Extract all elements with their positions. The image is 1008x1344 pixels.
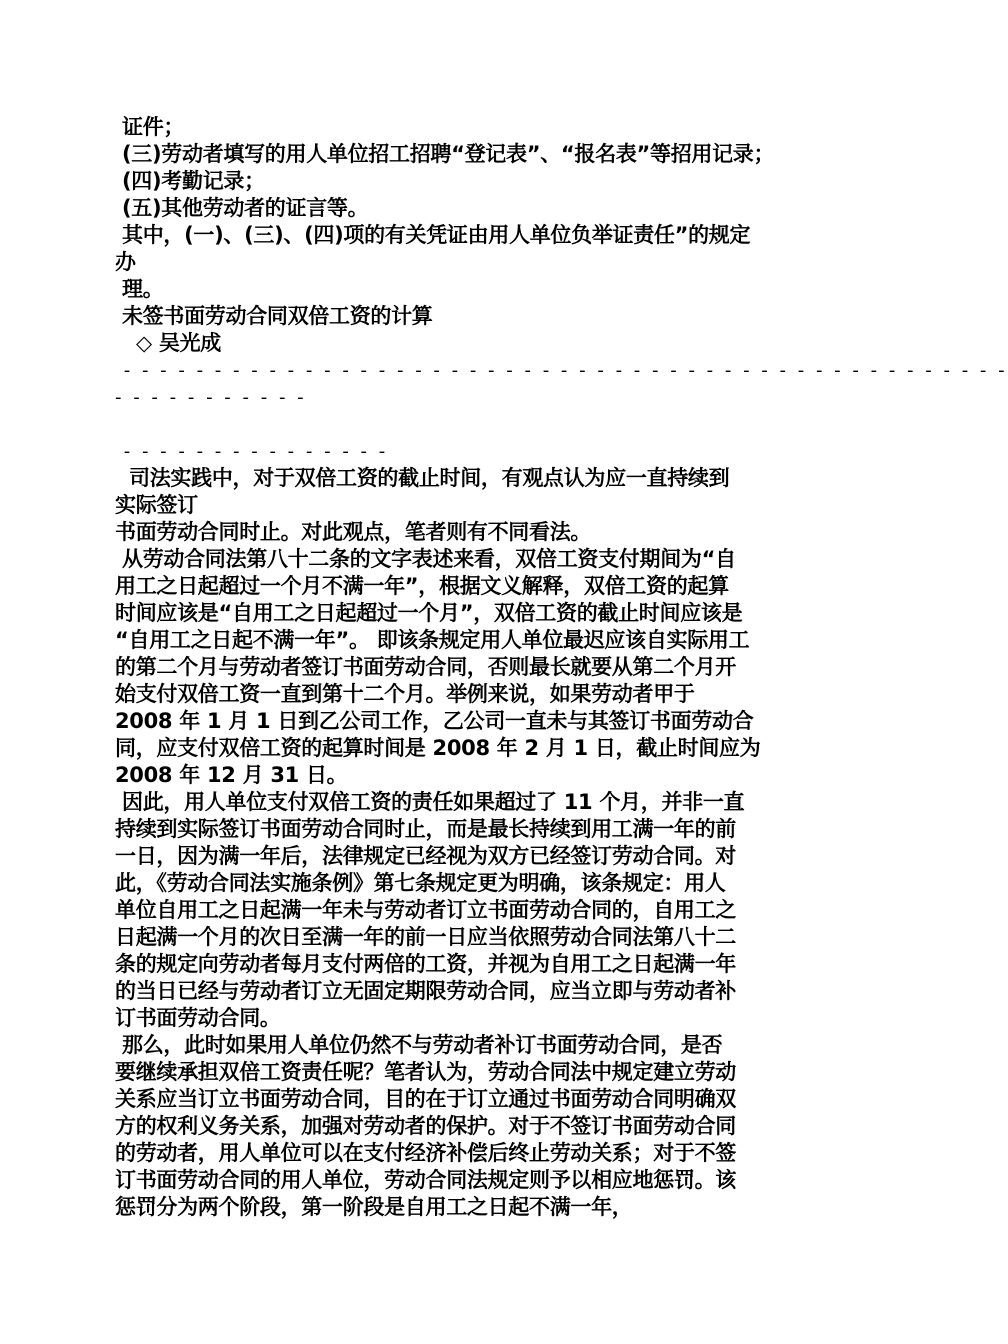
text-line: 2008 年 1 月 1 日到乙公司工作，乙公司一直未与其签订书面劳动合	[115, 709, 754, 733]
text-line: 用工之日起超过一个月不满一年”，根据文义解释，双倍工资的起算	[115, 574, 729, 598]
article-title: 未签书面劳动合同双倍工资的计算	[115, 304, 433, 328]
text-line: 2008 年 12 月 31 日。	[115, 763, 348, 787]
text-line: (五)其他劳动者的证言等。	[115, 196, 369, 220]
text-line: 的第二个月与劳动者签订书面劳动合同，否则最长就要从第二个月开	[115, 655, 736, 679]
text-line: 其中，(一)、(三)、(四)项的有关凭证由用人单位负举证责任”的规定	[115, 223, 751, 247]
text-line: 关系应当订立书面劳动合同，目的在于订立通过书面劳动合同明确双	[115, 1087, 736, 1111]
separator-line: - - - - - - - - - - - - - - - - - - - - - - - - - - - - - - - - - - - - - - - - - - - - - - - - -	[115, 360, 1008, 381]
text-line: 时间应该是“自用工之日起超过一个月”，双倍工资的截止时间应该是	[115, 601, 743, 625]
text-line: 从劳动合同法第八十二条的文字表述来看，双倍工资支付期间为“自	[115, 547, 736, 571]
blank-line	[115, 411, 837, 438]
text-line: (四)考勤记录；	[115, 169, 265, 193]
text-line: “自用工之日起不满一年”。 即该条规定用人单位最迟应该自实际用工	[115, 628, 750, 652]
text-line: 同，应支付双倍工资的起算时间是 2008 年 2 月 1 日，截止时间应为	[115, 736, 761, 760]
text-line: 司法实践中，对于双倍工资的截止时间，有观点认为应一直持续到	[115, 466, 730, 490]
document-page	[115, 114, 1008, 1221]
text-line: 持续到实际签订书面劳动合同时止，而是最长持续到用工满一年的前	[115, 817, 736, 841]
text-line: 书面劳动合同时止。对此观点，笔者则有不同看法。	[115, 520, 592, 544]
text-line: 条的规定向劳动者每月支付两倍的工资，并视为自用工之日起满一年	[115, 952, 736, 976]
text-line: 一日，因为满一年后，法律规定已经视为双方已经签订劳动合同。对	[115, 844, 736, 868]
text-line: 惩罚分为两个阶段，第一阶段是自用工之日起不满一年，	[115, 1195, 633, 1219]
text-line: 因此，用人单位支付双倍工资的责任如果超过了 11 个月，并非一直	[115, 790, 745, 814]
text-line: 订书面劳动合同的用人单位，劳动合同法规定则予以相应地惩罚。该	[115, 1168, 736, 1192]
separator-line: - - - - - - - - - - -	[115, 387, 307, 408]
text-line: 方的权利义务关系，加强对劳动者的保护。对于不签订书面劳动合同	[115, 1114, 736, 1138]
text-line: (三)劳动者填写的用人单位招工招聘“登记表”、“报名表”等招用记录；	[115, 142, 775, 166]
text-line: 理。	[115, 277, 164, 301]
text-line: 的劳动者，用人单位可以在支付经济补偿后终止劳动关系；对于不签	[115, 1141, 736, 1165]
text-line: 始支付双倍工资一直到第十二个月。举例来说，如果劳动者甲于	[115, 682, 695, 706]
text-line: 此，《劳动合同法实施条例》第七条规定更为明确，该条规定：用人	[115, 871, 726, 895]
text-line: 的当日已经与劳动者订立无固定期限劳动合同，应当立即与劳动者补	[115, 979, 736, 1003]
text-line: 单位自用工之日起满一年未与劳动者订立书面劳动合同的，自用工之	[115, 898, 736, 922]
text-line: 订书面劳动合同。	[115, 1006, 281, 1030]
text-line: 要继续承担双倍工资责任呢？笔者认为，劳动合同法中规定建立劳动	[115, 1060, 736, 1084]
text-line: 实际签订	[115, 493, 198, 517]
text-line: 办	[115, 250, 136, 274]
text-line: 那么，此时如果用人单位仍然不与劳动者补订书面劳动合同，是否	[115, 1033, 723, 1057]
text-line: 日起满一个月的次日至满一年的前一日应当依照劳动合同法第八十二	[115, 925, 736, 949]
text-line: 证件；	[115, 115, 185, 139]
separator-line: - - - - - - - - - - - - - - -	[115, 441, 389, 462]
author-line: ◇ 吴光成	[115, 331, 221, 355]
